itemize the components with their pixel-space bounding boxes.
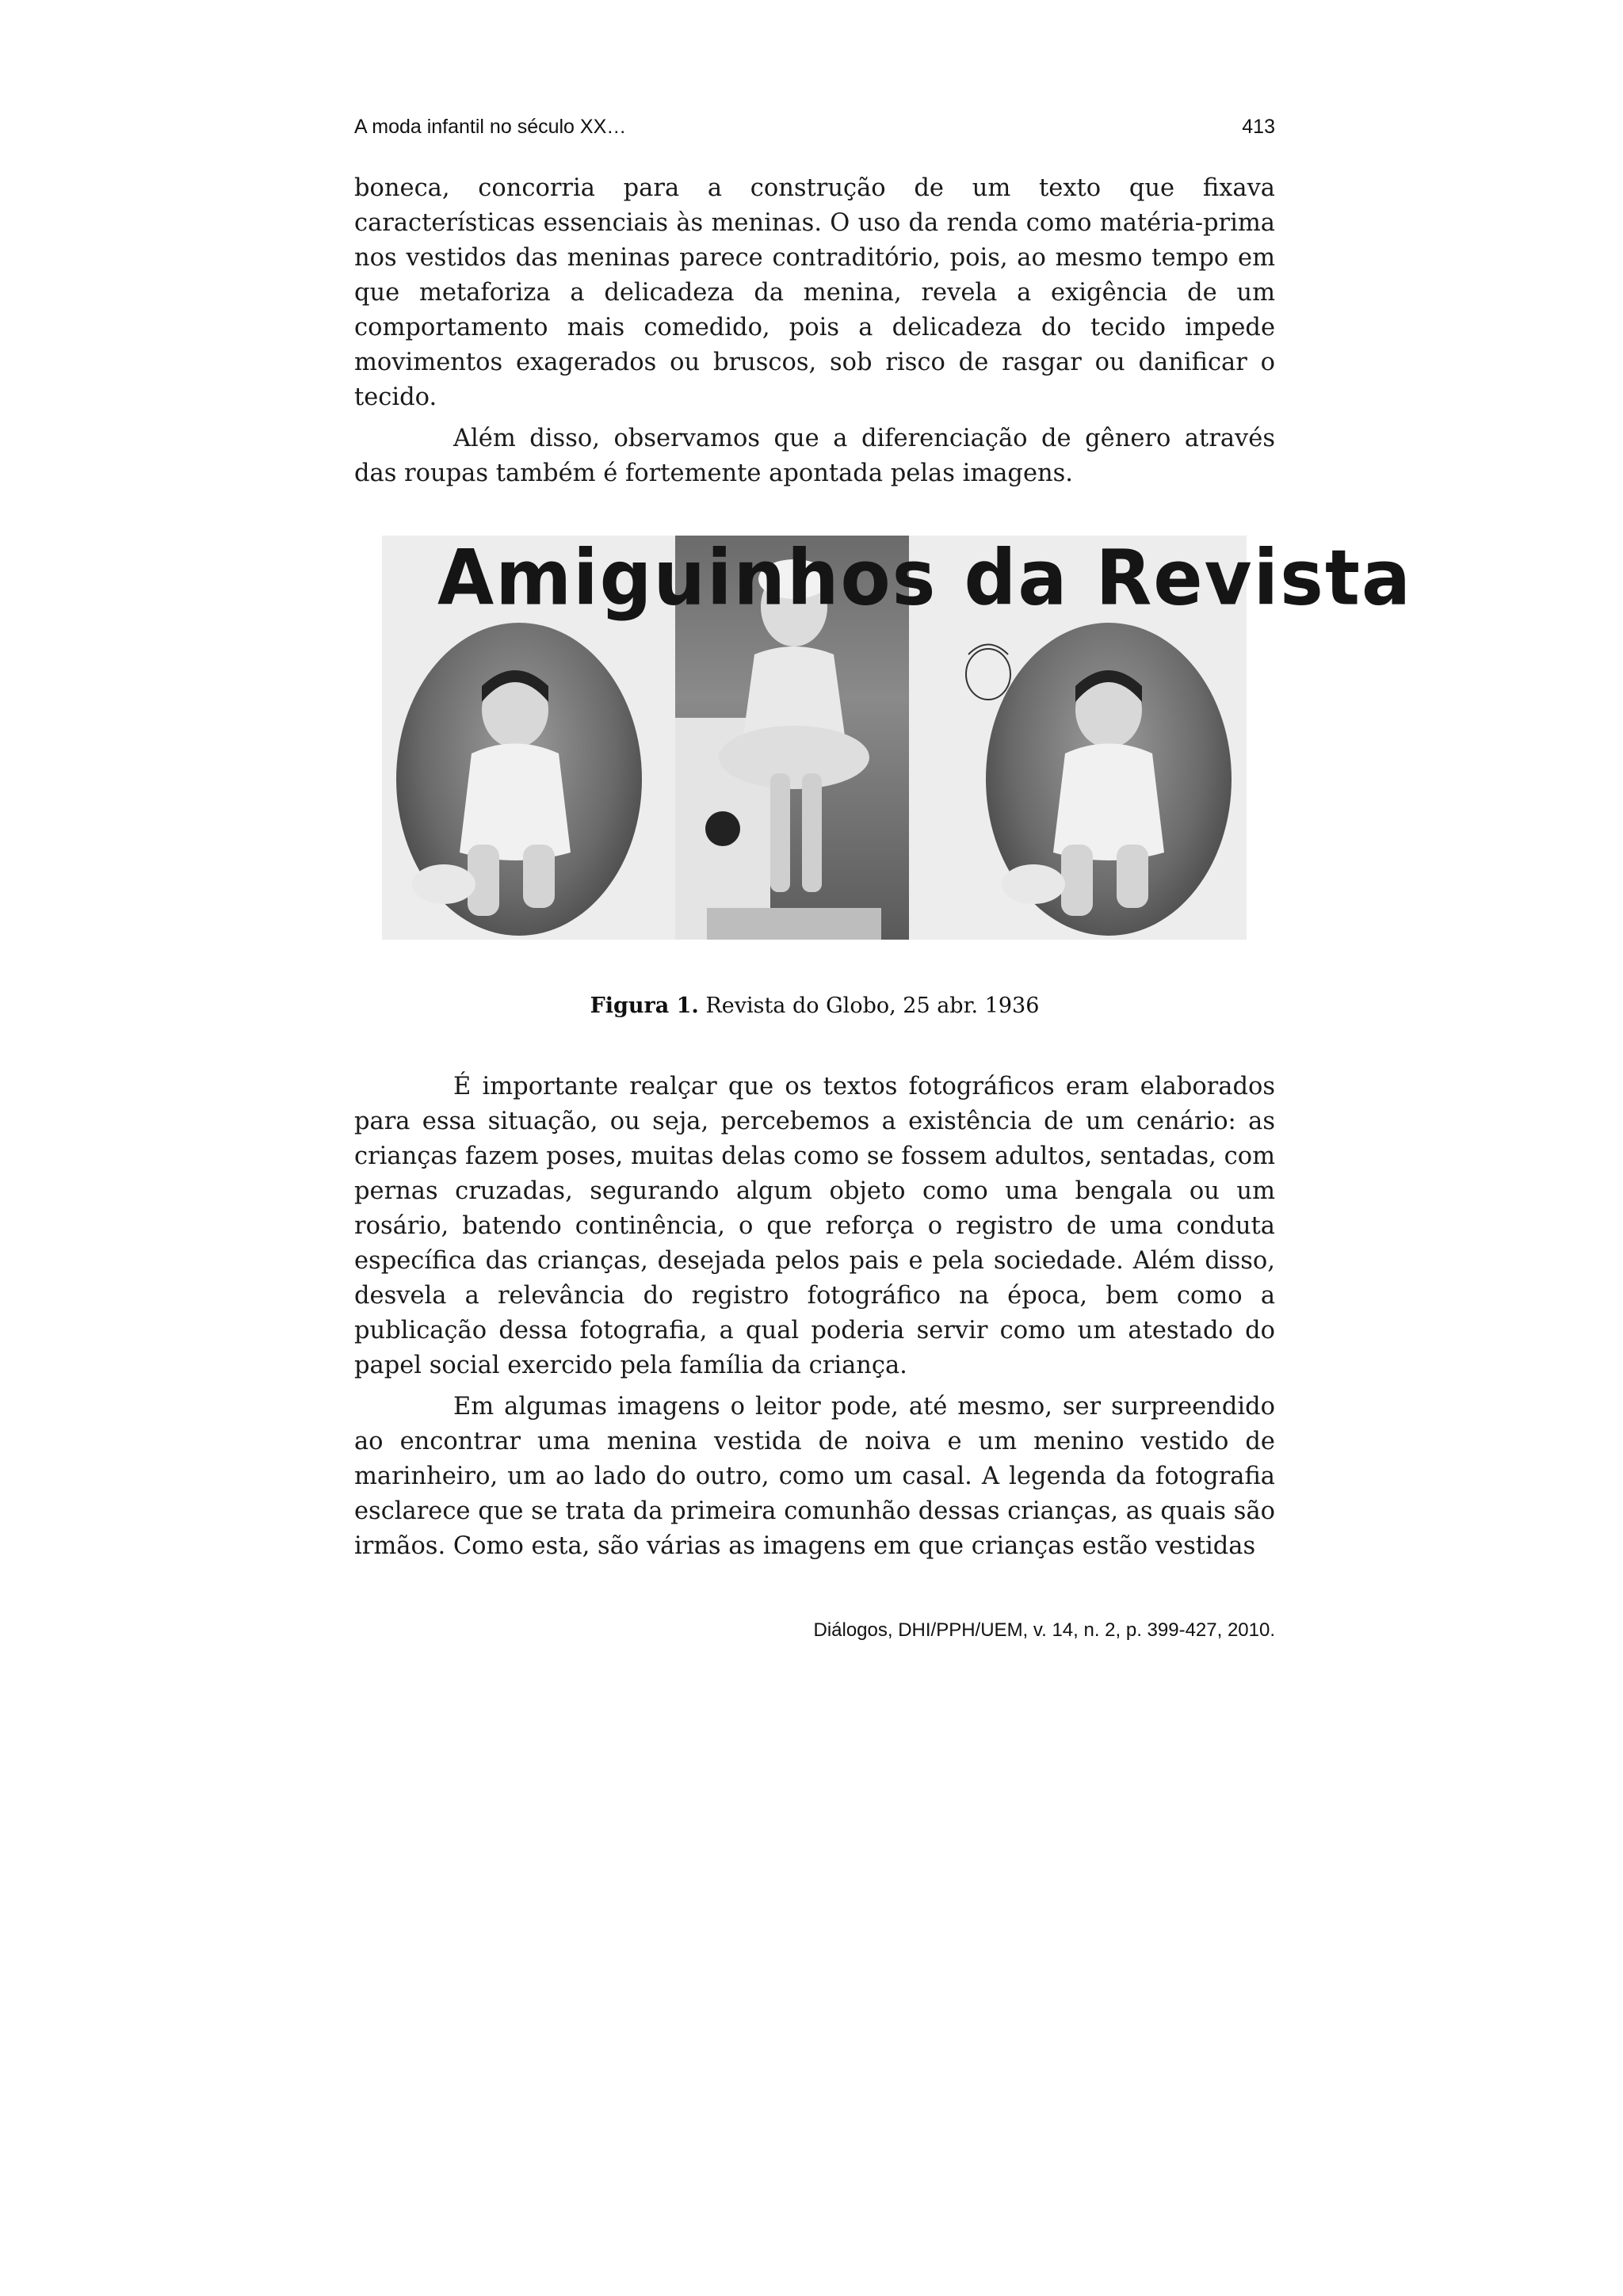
footer-citation: Diálogos, DHI/PPH/UEM, v. 14, n. 2, p. 399-427, 2010. xyxy=(813,1619,1275,1641)
figure-image-title: Amiguinhos da Revista xyxy=(437,533,1413,623)
running-header xyxy=(354,116,1275,139)
photo-left-oval xyxy=(396,623,642,936)
paragraph-3: É importante realçar que os textos fotográficos eram elaborados para essa situação, ou seja, percebemos a existência de um cenário: as crianças fazem poses, muitas delas como se fossem adultos, sentadas, com pernas cruzadas, segurando algum objeto como uma bengala ou um rosário, batendo continência, o que reforça o registro de uma conduta específica das crianças, desejada pelos pais e pela sociedade. Além disso, desvela a relevância do registro fotográfico na época, bem como a publicação dessa fotografia, a qual poderia servir como um atestado do papel social exercido pela família da criança. xyxy=(354,1073,1275,1379)
paragraph-1: boneca, concorria para a construção de um texto que fixava características essenciais às meninas. O uso da renda como matéria-prima nos vestidos das meninas parece contraditório, pois, ao mesmo tempo em que metaforiza a delicadeza da menina, revela a exigência de um comportamento mais comedido, pois a delicadeza do tecido impede movimentos exagerados ou bruscos, sob risco de rasgar ou danificar o tecido. xyxy=(354,174,1275,411)
figure-1-image xyxy=(382,533,1413,940)
sketch-face-drawing xyxy=(953,631,1024,710)
running-title: A moda infantil no século XX… xyxy=(354,116,627,138)
figure-caption xyxy=(354,994,1275,1018)
figure-caption-label: Figura 1. xyxy=(590,994,699,1018)
paragraph-2: Além disso, observamos que a diferenciação de gênero através das roupas também é fortemente apontada pelas imagens. xyxy=(354,425,1275,487)
paragraph-4: Em algumas imagens o leitor pode, até mesmo, ser surpreendido ao encontrar uma menina vestida de noiva e um menino vestido de marinheiro, um ao lado do outro, como um casal. A legenda da fotografia esclarece que se trata da primeira comunhão dessas crianças, as quais são irmãos. Como esta, são várias as imagens em que crianças estão vestidas xyxy=(354,1393,1275,1560)
figure-caption-text: Revista do Globo, 25 abr. 1936 xyxy=(705,994,1040,1018)
child-left-illustration xyxy=(396,623,642,936)
page-number: 413 xyxy=(1242,116,1275,138)
